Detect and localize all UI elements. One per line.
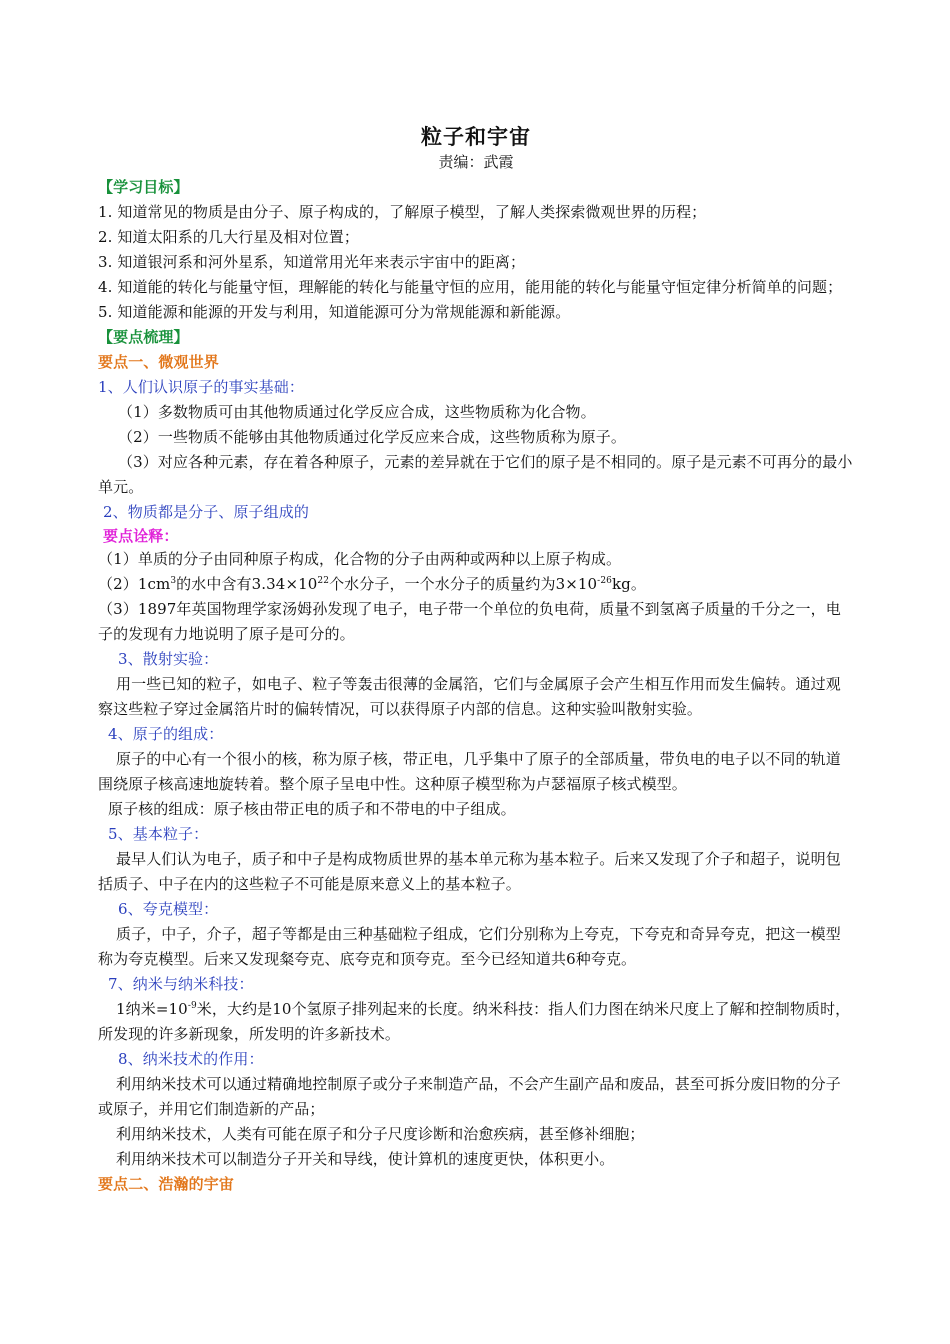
summary-heading: 【要点梳理】 (98, 328, 189, 346)
s2-item-2 (98, 572, 854, 597)
s1-item: （3）对应各种元素，存在着各种原子，元素的差异就在于它们的原子是不相同的。原子是元素不可再分的最小单元。 (98, 453, 853, 496)
s3-text: 用一些已知的粒子，如电子、粒子等轰击很薄的金属箔，它们与金属原子会产生相互作用而发生偏转。通过观察这些粒子穿过金属箔片时的偏转情况，可以获得原子内部的信息。这种实验叫散射实验。 (98, 675, 841, 718)
s1-item: （2）一些物质不能够由其他物质通过化学反应来合成，这些物质称为原子。 (118, 428, 626, 446)
point1-heading: 要点一、微观世界 (98, 353, 219, 371)
s5-heading: 5、基本粒子： (108, 825, 209, 843)
s2-item-2-part: （2）1cm (98, 575, 171, 593)
s4-text: 原子核的组成：原子核由带正电的质子和不带电的中子组成。 (108, 800, 516, 818)
s7-text-part: 1纳米=10 (116, 1000, 188, 1018)
superscript: -9 (187, 1001, 197, 1011)
s7-text-part: 米，大约是10个氢原子排列起来的长度。纳米科技：指人们力图在纳米尺度上了解和控制物质时，所发现的许多新现象，所发明的许多新技术。 (98, 1000, 851, 1043)
document-page (98, 122, 854, 1197)
s8-heading: 8、纳米技术的作用： (118, 1050, 264, 1068)
s8-item: 利用纳米技术，人类有可能在原子和分子尺度诊断和治愈疾病，甚至修补细胞； (116, 1125, 645, 1143)
s2-heading: 2、物质都是分子、原子组成的 (103, 503, 309, 521)
s1-item: （1）多数物质可由其他物质通过化学反应合成，这些物质称为化合物。 (118, 403, 596, 421)
superscript: 22 (317, 576, 330, 586)
s2-item-2-part: 个水分子，一个水分子的质量约为3×10 (329, 575, 598, 593)
s5-text: 最早人们认为电子，质子和中子是构成物质世界的基本单元称为基本粒子。后来又发现了介子和超子，说明包括质子、中子在内的这些粒子不可能是原来意义上的基本粒子。 (98, 850, 841, 893)
s7-heading: 7、纳米与纳米科技： (108, 975, 254, 993)
s4-text: 原子的中心有一个很小的核，称为原子核，带正电，几乎集中了原子的全部质量，带负电的电子以不同的轨道围绕原子核高速地旋转着。整个原子呈电中性。这种原子模型称为卢瑟福原子核式模型。 (98, 750, 841, 793)
s2-item-2-part: kg。 (611, 575, 646, 593)
s6-text: 质子，中子，介子，超子等都是由三种基础粒子组成，它们分别称为上夸克，下夸克和奇异夸克，把这一模型称为夸克模型。后来又发现粲夸克、底夸克和顶夸克。至今已经知道共6种夸克。 (98, 925, 841, 968)
objective-item: 4. 知道能的转化与能量守恒，理解能的转化与能量守恒的应用，能用能的转化与能量守恒定律分析简单的问题； (98, 278, 843, 296)
point2-heading: 要点二、浩瀚的宇宙 (98, 1175, 234, 1193)
s2-explain-label: 要点诠释： (103, 527, 179, 545)
superscript: 3 (170, 576, 177, 586)
objective-item: 3. 知道银河系和河外星系，知道常用光年来表示宇宙中的距离； (98, 253, 526, 271)
objective-item: 1. 知道常见的物质是由分子、原子构成的，了解原子模型，了解人类探索微观世界的历程； (98, 203, 707, 221)
objective-item: 2. 知道太阳系的几大行星及相对位置； (98, 228, 359, 246)
s8-item: 利用纳米技术可以通过精确地控制原子或分子来制造产品，不会产生副产品和废品，甚至可拆分废旧物的分子或原子，并用它们制造新的产品； (98, 1075, 841, 1118)
objectives-heading: 【学习目标】 (98, 178, 189, 196)
s2-item-2-part: 的水中含有3.34×10 (176, 575, 318, 593)
s2-item-3: （3）1897年英国物理学家汤姆孙发现了电子，电子带一个单位的负电荷，质量不到氢离子质量的千分之一，电子的发现有力地说明了原子是可分的。 (98, 600, 841, 643)
s6-heading: 6、夸克模型： (118, 900, 219, 918)
s3-heading: 3、散射实验： (118, 650, 219, 668)
page-title: 粒子和宇宙 (421, 124, 531, 149)
s4-heading: 4、原子的组成： (108, 725, 224, 743)
editor-line: 责编：武霞 (438, 153, 514, 171)
superscript: -26 (597, 576, 612, 586)
s7-text (98, 997, 854, 1047)
s1-heading: 1、人们认识原子的事实基础： (98, 378, 304, 396)
objective-item: 5. 知道能源和能源的开发与利用，知道能源可分为常规能源和新能源。 (98, 303, 571, 321)
s8-item: 利用纳米技术可以制造分子开关和导线，使计算机的速度更快，体积更小。 (116, 1150, 615, 1168)
s2-item-1: （1）单质的分子由同种原子构成，化合物的分子由两种或两种以上原子构成。 (98, 550, 622, 568)
